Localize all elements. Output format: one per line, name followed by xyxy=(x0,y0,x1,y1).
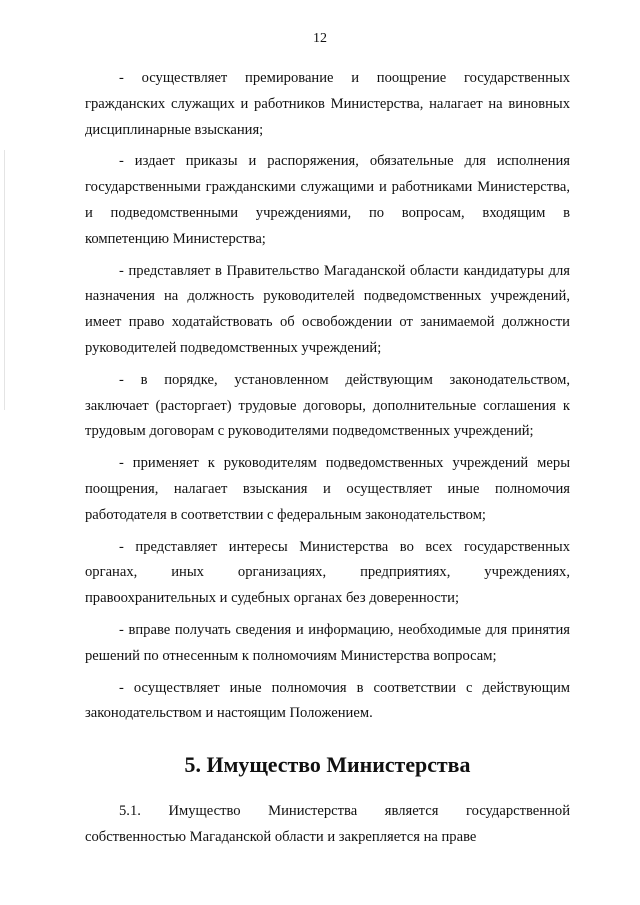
page-number: 12 xyxy=(313,31,327,46)
paragraph-information: - вправе получать сведения и информацию, необходимые для принятия решений по отнесенным к полномочиям Министерства вопросам; xyxy=(85,621,570,664)
paragraph-incentives: - применяет к руководителям подведомственных учреждений меры поощрения, налагает взыскания и осуществляет иные полномочия работодателя в соответствии с федеральным законодательством; xyxy=(85,455,570,523)
paragraph-candidates: - представляет в Правительство Магаданской области кандидатуры для назначения на должность руководителей подведомственных учреждений, имеет право ходатайствовать об освобождении от занимаемой должности руководителей подведомственных учреждений; xyxy=(85,262,570,356)
page-content xyxy=(85,66,570,857)
section-heading: 5. Имущество Министерства xyxy=(184,752,471,778)
paragraph-other-powers: - осуществляет иные полномочия в соответствии с действующим законодательством и настоящим Положением. xyxy=(85,679,570,722)
paragraph-orders: - издает приказы и распоряжения, обязательные для исполнения государственными гражданскими служащими и работниками Министерства, и подведомственными учреждениями, по вопросам, входящим в компетенцию Министерства; xyxy=(85,153,570,247)
scan-margin-line xyxy=(4,150,5,410)
paragraph-bonuses: - осуществляет премирование и поощрение государственных гражданских служащих и работников Министерства, налагает на виновных дисциплинарные взыскания; xyxy=(85,70,570,138)
paragraph-contracts: - в порядке, установленном действующим законодательством, заключает (расторгает) трудовые договоры, дополнительные соглашения к трудовым договорам с руководителями подведомственных учреждений; xyxy=(85,371,570,440)
paragraph-representation: - представляет интересы Министерства во всех государственных органах, иных организациях, предприятиях, учреждениях, правоохранительных и судебных органах без доверенности; xyxy=(85,538,570,607)
paragraph-section-5-1: 5.1. Имущество Министерства является государственной собственностью Магаданской области и закрепляется на праве xyxy=(85,803,570,845)
